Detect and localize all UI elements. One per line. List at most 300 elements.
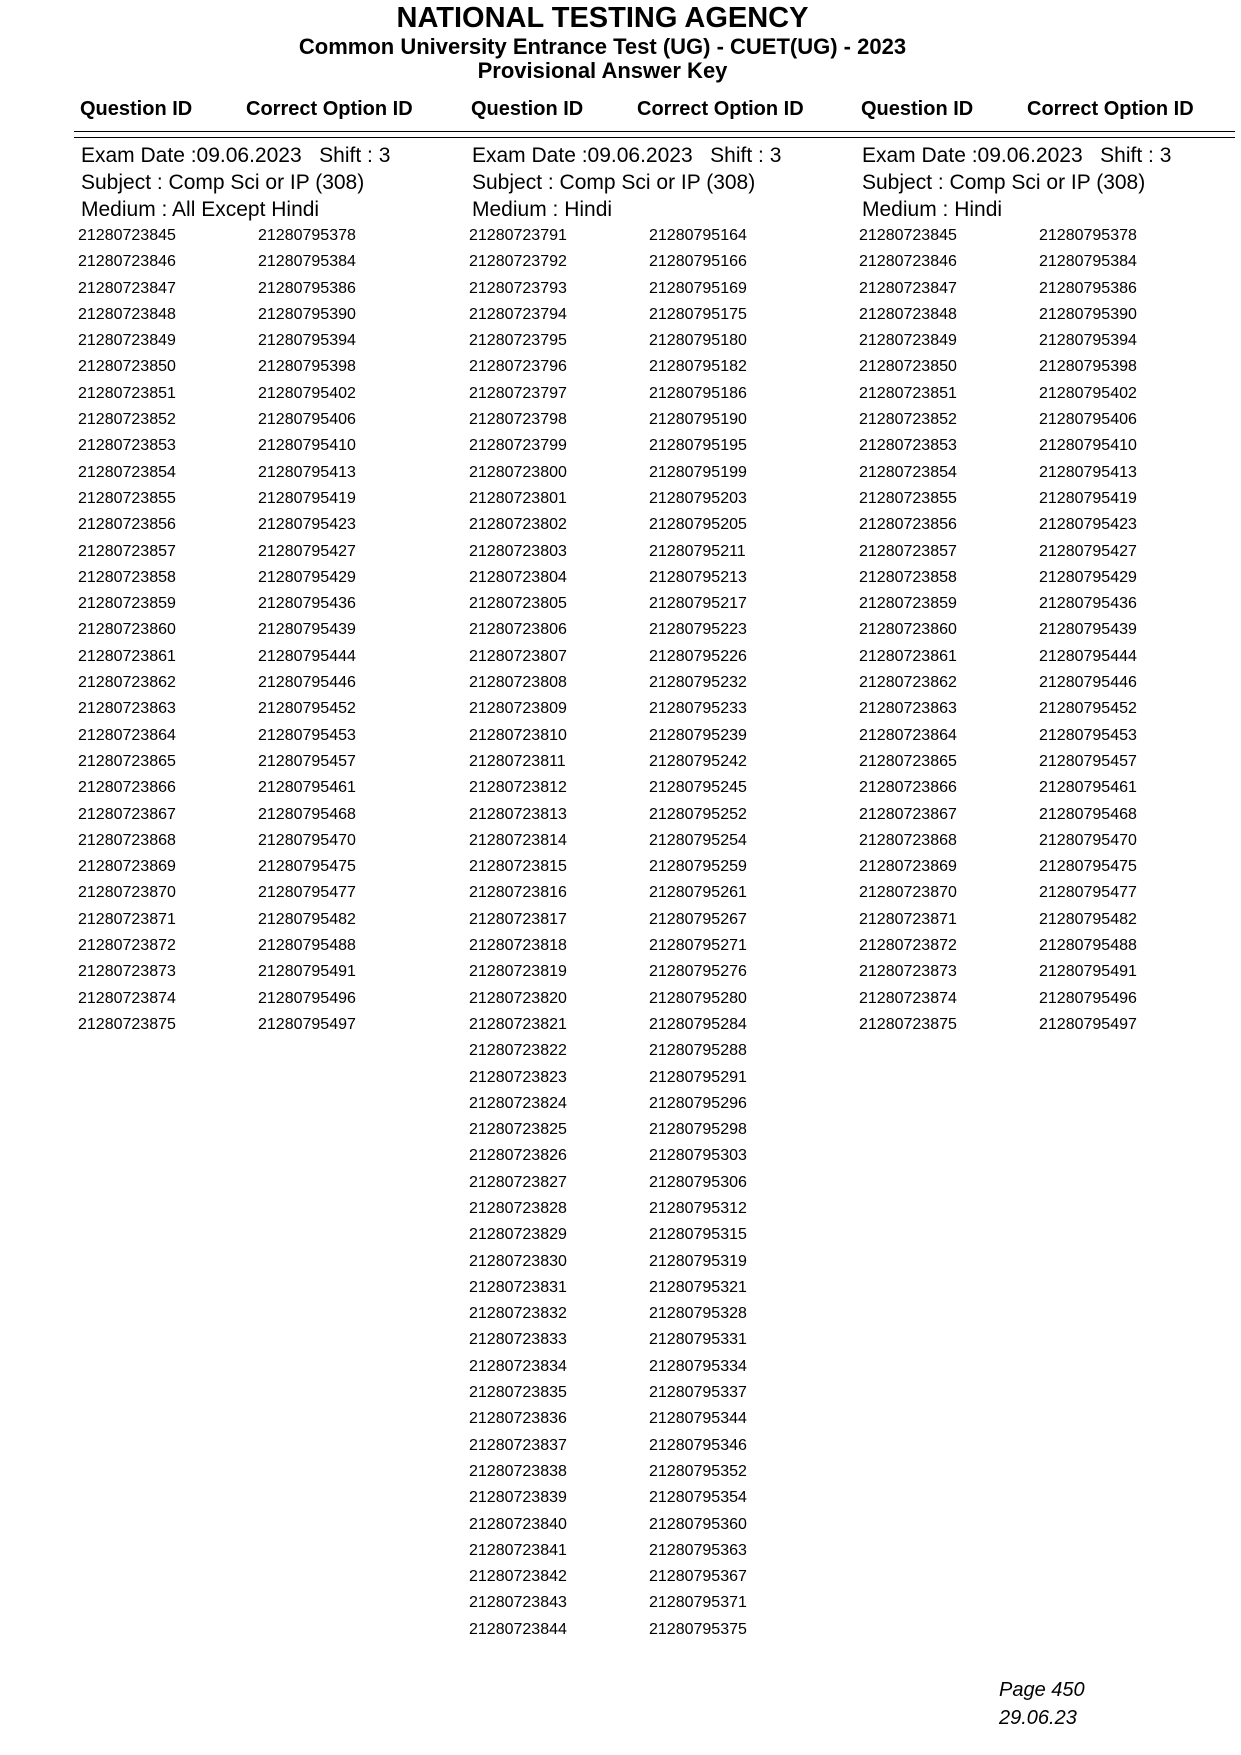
table-row: [855, 539, 1235, 565]
question-id: 21280723792: [469, 253, 567, 271]
table-row: [74, 907, 454, 933]
correct-option-id: 21280795386: [258, 279, 356, 297]
question-id: 21280723851: [78, 384, 176, 402]
correct-option-id: 21280795328: [649, 1305, 747, 1323]
correct-option-id: 21280795271: [649, 937, 747, 955]
table-row: [855, 302, 1235, 328]
table-row: [465, 696, 845, 722]
answer-section-2: [465, 142, 845, 1643]
correct-option-id: 21280795386: [1039, 279, 1137, 297]
question-id: 21280723811: [469, 752, 566, 770]
table-row: [855, 854, 1235, 880]
correct-option-id: 21280795423: [258, 516, 356, 534]
table-row: [465, 328, 845, 354]
column-header-question-id-2: Question ID: [471, 98, 584, 120]
correct-option-id: 21280795375: [649, 1620, 747, 1638]
table-row: [465, 1617, 845, 1643]
table-row: [465, 644, 845, 670]
table-row: [74, 617, 454, 643]
correct-option-id: 21280795429: [1039, 568, 1137, 586]
table-row: [465, 539, 845, 565]
question-id: 21280723800: [469, 463, 567, 481]
question-id: 21280723801: [469, 489, 567, 507]
correct-option-id: 21280795259: [649, 858, 747, 876]
table-row: [74, 696, 454, 722]
question-id: 21280723847: [859, 279, 957, 297]
question-id: 21280723799: [469, 437, 567, 455]
question-id: 21280723862: [78, 674, 176, 692]
correct-option-id: 21280795452: [1039, 700, 1137, 718]
correct-option-id: 21280795164: [649, 227, 747, 244]
table-row: [74, 302, 454, 328]
question-id: 21280723863: [78, 700, 176, 718]
question-id: 21280723852: [78, 411, 176, 429]
table-row: [465, 1117, 845, 1143]
question-id: 21280723824: [469, 1094, 567, 1112]
question-id: 21280723851: [859, 384, 957, 402]
table-row: [74, 959, 454, 985]
correct-option-id: 21280795242: [649, 752, 747, 770]
table-row: [465, 486, 845, 512]
answer-rows: [465, 223, 845, 1643]
correct-option-id: 21280795232: [649, 674, 747, 692]
correct-option-id: 21280795491: [1039, 963, 1137, 981]
table-row: [855, 880, 1235, 906]
correct-option-id: 21280795402: [258, 384, 356, 402]
question-id: 21280723844: [469, 1620, 567, 1638]
table-row: [465, 1590, 845, 1616]
correct-option-id: 21280795360: [649, 1515, 747, 1533]
table-row: [855, 986, 1235, 1012]
correct-option-id: 21280795410: [258, 437, 356, 455]
correct-option-id: 21280795267: [649, 910, 747, 928]
column-header-question-id-1: Question ID: [80, 98, 193, 120]
correct-option-id: 21280795312: [649, 1199, 747, 1217]
subject: Subject : Comp Sci or IP (308): [81, 171, 365, 194]
question-id: 21280723812: [469, 779, 567, 797]
question-id: 21280723817: [469, 910, 567, 928]
correct-option-id: 21280795346: [649, 1436, 747, 1454]
table-row: [855, 223, 1235, 249]
question-id: 21280723804: [469, 568, 567, 586]
table-row: [465, 1170, 845, 1196]
question-id: 21280723862: [859, 674, 957, 692]
correct-option-id: 21280795245: [649, 779, 747, 797]
document-title: NATIONAL TESTING AGENCY: [396, 2, 809, 34]
table-row: [465, 591, 845, 617]
correct-option-id: 21280795477: [258, 884, 356, 902]
question-id: 21280723866: [859, 779, 957, 797]
correct-option-id: 21280795213: [649, 568, 747, 586]
question-id: 21280723828: [469, 1199, 567, 1217]
answer-rows: [855, 223, 1235, 1038]
question-id: 21280723836: [469, 1410, 567, 1428]
answer-section-1: [74, 142, 454, 1038]
correct-option-id: 21280795497: [258, 1015, 356, 1033]
table-row: [465, 670, 845, 696]
table-row: [465, 1065, 845, 1091]
question-id: 21280723867: [78, 805, 176, 823]
table-row: [855, 433, 1235, 459]
question-id: 21280723865: [78, 752, 176, 770]
table-row: [74, 749, 454, 775]
question-id: 21280723849: [78, 332, 176, 350]
table-row: [855, 486, 1235, 512]
correct-option-id: 21280795261: [649, 884, 747, 902]
question-id: 21280723823: [469, 1068, 567, 1086]
correct-option-id: 21280795398: [258, 358, 356, 376]
correct-option-id: 21280795446: [1039, 674, 1137, 692]
question-id: 21280723826: [469, 1147, 567, 1165]
question-id: 21280723819: [469, 963, 567, 981]
question-id: 21280723869: [78, 858, 176, 876]
table-row: [855, 775, 1235, 801]
table-row: [855, 933, 1235, 959]
table-row: [74, 249, 454, 275]
question-id: 21280723809: [469, 700, 567, 718]
correct-option-id: 21280795203: [649, 489, 747, 507]
table-row: [74, 328, 454, 354]
table-row: [855, 644, 1235, 670]
correct-option-id: 21280795390: [1039, 305, 1137, 323]
correct-option-id: 21280795496: [1039, 989, 1137, 1007]
correct-option-id: 21280795419: [258, 489, 356, 507]
table-row: [855, 249, 1235, 275]
table-row: [74, 486, 454, 512]
table-row: [465, 1327, 845, 1353]
table-row: [855, 512, 1235, 538]
question-id: 21280723857: [859, 542, 957, 560]
correct-option-id: 21280795291: [649, 1068, 747, 1086]
table-row: [465, 1406, 845, 1432]
table-row: [74, 381, 454, 407]
question-id: 21280723795: [469, 332, 567, 350]
document-header: [0, 2, 1205, 83]
correct-option-id: 21280795175: [649, 305, 747, 323]
question-id: 21280723825: [469, 1121, 567, 1139]
subject: Subject : Comp Sci or IP (308): [862, 171, 1146, 194]
table-row: [465, 354, 845, 380]
correct-option-id: 21280795406: [258, 411, 356, 429]
table-row: [465, 959, 845, 985]
correct-option-id: 21280795190: [649, 411, 747, 429]
correct-option-id: 21280795457: [258, 752, 356, 770]
question-id: 21280723843: [469, 1594, 567, 1612]
correct-option-id: 21280795394: [1039, 332, 1137, 350]
table-row: [465, 1433, 845, 1459]
header-divider-top: [74, 131, 1235, 132]
correct-option-id: 21280795315: [649, 1226, 747, 1244]
table-row: [74, 670, 454, 696]
table-row: [465, 223, 845, 249]
correct-option-id: 21280795288: [649, 1042, 747, 1060]
answer-section-3: [855, 142, 1235, 1038]
correct-option-id: 21280795296: [649, 1094, 747, 1112]
correct-option-id: 21280795468: [258, 805, 356, 823]
question-id: 21280723814: [469, 831, 567, 849]
question-id: 21280723855: [78, 489, 176, 507]
table-row: [465, 1091, 845, 1117]
question-id: 21280723874: [78, 989, 176, 1007]
question-id: 21280723854: [78, 463, 176, 481]
question-id: 21280723857: [78, 542, 176, 560]
question-id: 21280723871: [78, 910, 176, 928]
correct-option-id: 21280795384: [258, 253, 356, 271]
question-id: 21280723871: [859, 910, 957, 928]
table-row: [465, 433, 845, 459]
correct-option-id: 21280795186: [649, 384, 747, 402]
table-row: [465, 512, 845, 538]
correct-option-id: 21280795205: [649, 516, 747, 534]
question-id: 21280723858: [859, 568, 957, 586]
table-row: [465, 1301, 845, 1327]
table-row: [465, 1222, 845, 1248]
table-row: [855, 617, 1235, 643]
correct-option-id: 21280795306: [649, 1173, 747, 1191]
table-row: [855, 723, 1235, 749]
correct-option-id: 21280795321: [649, 1278, 747, 1296]
table-row: [465, 249, 845, 275]
exam-date-shift: Exam Date :09.06.2023 Shift : 3: [862, 144, 1172, 167]
question-id: 21280723834: [469, 1357, 567, 1375]
question-id: 21280723818: [469, 937, 567, 955]
table-row: [855, 1012, 1235, 1038]
table-row: [74, 933, 454, 959]
question-id: 21280723820: [469, 989, 567, 1007]
table-row: [465, 1380, 845, 1406]
correct-option-id: 21280795488: [1039, 937, 1137, 955]
correct-option-id: 21280795394: [258, 332, 356, 350]
table-row: [74, 775, 454, 801]
correct-option-id: 21280795239: [649, 726, 747, 744]
correct-option-id: 21280795470: [1039, 831, 1137, 849]
table-row: [465, 1354, 845, 1380]
table-row: [74, 433, 454, 459]
question-id: 21280723870: [78, 884, 176, 902]
question-id: 21280723863: [859, 700, 957, 718]
correct-option-id: 21280795427: [258, 542, 356, 560]
question-id: 21280723794: [469, 305, 567, 323]
question-id: 21280723868: [859, 831, 957, 849]
footer-date: 29.06.23: [999, 1707, 1077, 1729]
question-id: 21280723840: [469, 1515, 567, 1533]
table-row: [465, 828, 845, 854]
question-id: 21280723865: [859, 752, 957, 770]
table-row: [465, 1485, 845, 1511]
table-row: [465, 749, 845, 775]
correct-option-id: 21280795344: [649, 1410, 747, 1428]
correct-option-id: 21280795252: [649, 805, 747, 823]
correct-option-id: 21280795461: [258, 779, 356, 797]
table-row: [855, 460, 1235, 486]
correct-option-id: 21280795488: [258, 937, 356, 955]
question-id: 21280723868: [78, 831, 176, 849]
correct-option-id: 21280795461: [1039, 779, 1137, 797]
question-id: 21280723845: [859, 227, 957, 244]
correct-option-id: 21280795337: [649, 1384, 747, 1402]
table-row: [855, 802, 1235, 828]
correct-option-id: 21280795352: [649, 1462, 747, 1480]
correct-option-id: 21280795477: [1039, 884, 1137, 902]
table-row: [855, 381, 1235, 407]
table-row: [465, 802, 845, 828]
correct-option-id: 21280795468: [1039, 805, 1137, 823]
question-id: 21280723849: [859, 332, 957, 350]
question-id: 21280723803: [469, 542, 567, 560]
correct-option-id: 21280795427: [1039, 542, 1137, 560]
table-row: [855, 959, 1235, 985]
question-id: 21280723860: [859, 621, 957, 639]
medium: Medium : Hindi: [472, 198, 613, 221]
question-id: 21280723847: [78, 279, 176, 297]
table-row: [855, 565, 1235, 591]
question-id: 21280723802: [469, 516, 567, 534]
correct-option-id: 21280795423: [1039, 516, 1137, 534]
table-row: [465, 276, 845, 302]
correct-option-id: 21280795436: [258, 595, 356, 613]
correct-option-id: 21280795436: [1039, 595, 1137, 613]
table-row: [465, 1564, 845, 1590]
table-row: [465, 1143, 845, 1169]
table-row: [74, 276, 454, 302]
correct-option-id: 21280795233: [649, 700, 747, 718]
question-id: 21280723806: [469, 621, 567, 639]
question-id: 21280723856: [859, 516, 957, 534]
question-id: 21280723796: [469, 358, 567, 376]
correct-option-id: 21280795413: [258, 463, 356, 481]
correct-option-id: 21280795367: [649, 1568, 747, 1586]
table-row: [465, 302, 845, 328]
question-id: 21280723805: [469, 595, 567, 613]
subject: Subject : Comp Sci or IP (308): [472, 171, 756, 194]
table-row: [465, 1012, 845, 1038]
table-row: [74, 565, 454, 591]
header-divider-bottom: [74, 137, 1235, 138]
table-row: [855, 907, 1235, 933]
question-id: 21280723869: [859, 858, 957, 876]
table-row: [465, 723, 845, 749]
correct-option-id: 21280795284: [649, 1015, 747, 1033]
question-id: 21280723845: [78, 227, 176, 244]
correct-option-id: 21280795475: [1039, 858, 1137, 876]
table-row: [74, 1012, 454, 1038]
correct-option-id: 21280795331: [649, 1331, 747, 1349]
correct-option-id: 21280795217: [649, 595, 747, 613]
table-row: [74, 854, 454, 880]
column-header-correct-option-id-3: Correct Option ID: [1027, 98, 1194, 120]
question-id: 21280723839: [469, 1489, 567, 1507]
table-row: [74, 644, 454, 670]
correct-option-id: 21280795354: [649, 1489, 747, 1507]
question-id: 21280723859: [78, 595, 176, 613]
question-id: 21280723850: [78, 358, 176, 376]
question-id: 21280723798: [469, 411, 567, 429]
question-id: 21280723853: [78, 437, 176, 455]
question-id: 21280723831: [469, 1278, 567, 1296]
table-row: [465, 986, 845, 1012]
table-row: [465, 880, 845, 906]
correct-option-id: 21280795446: [258, 674, 356, 692]
question-id: 21280723856: [78, 516, 176, 534]
page-number: Page 450: [999, 1679, 1085, 1701]
column-header-correct-option-id-1: Correct Option ID: [246, 98, 413, 120]
question-id: 21280723808: [469, 674, 567, 692]
column-header-correct-option-id-2: Correct Option ID: [637, 98, 804, 120]
table-row: [855, 696, 1235, 722]
question-id: 21280723841: [469, 1541, 567, 1559]
question-id: 21280723816: [469, 884, 567, 902]
correct-option-id: 21280795482: [1039, 910, 1137, 928]
correct-option-id: 21280795276: [649, 963, 747, 981]
table-row: [74, 986, 454, 1012]
table-row: [74, 460, 454, 486]
question-id: 21280723807: [469, 647, 567, 665]
correct-option-id: 21280795378: [1039, 227, 1137, 244]
table-row: [855, 328, 1235, 354]
question-id: 21280723835: [469, 1384, 567, 1402]
table-row: [855, 354, 1235, 380]
question-id: 21280723837: [469, 1436, 567, 1454]
question-id: 21280723861: [78, 647, 176, 665]
question-id: 21280723848: [859, 305, 957, 323]
table-row: [465, 854, 845, 880]
table-row: [465, 1249, 845, 1275]
correct-option-id: 21280795211: [649, 542, 746, 560]
question-id: 21280723852: [859, 411, 957, 429]
medium: Medium : All Except Hindi: [81, 198, 320, 221]
correct-option-id: 21280795419: [1039, 489, 1137, 507]
correct-option-id: 21280795180: [649, 332, 747, 350]
question-id: 21280723855: [859, 489, 957, 507]
question-id: 21280723853: [859, 437, 957, 455]
table-row: [855, 749, 1235, 775]
table-row: [465, 1196, 845, 1222]
correct-option-id: 21280795166: [649, 253, 747, 271]
column-header-question-id-3: Question ID: [861, 98, 974, 120]
question-id: 21280723864: [859, 726, 957, 744]
correct-option-id: 21280795429: [258, 568, 356, 586]
correct-option-id: 21280795169: [649, 279, 747, 297]
question-id: 21280723827: [469, 1173, 567, 1191]
table-row: [465, 1275, 845, 1301]
correct-option-id: 21280795439: [258, 621, 356, 639]
question-id: 21280723846: [859, 253, 957, 271]
correct-option-id: 21280795457: [1039, 752, 1137, 770]
question-id: 21280723872: [78, 937, 176, 955]
table-row: [74, 354, 454, 380]
correct-option-id: 21280795254: [649, 831, 747, 849]
correct-option-id: 21280795496: [258, 989, 356, 1007]
table-row: [74, 802, 454, 828]
table-row: [465, 907, 845, 933]
question-id: 21280723858: [78, 568, 176, 586]
table-row: [465, 1512, 845, 1538]
correct-option-id: 21280795280: [649, 989, 747, 1007]
table-row: [74, 512, 454, 538]
correct-option-id: 21280795406: [1039, 411, 1137, 429]
question-id: 21280723793: [469, 279, 567, 297]
answer-rows: [74, 223, 454, 1038]
exam-name: Common University Entrance Test (UG) - CUET(UG) - 2023: [298, 34, 907, 59]
question-id: 21280723833: [469, 1331, 567, 1349]
table-row: [855, 591, 1235, 617]
question-id: 21280723797: [469, 384, 567, 402]
table-row: [465, 775, 845, 801]
question-id: 21280723822: [469, 1042, 567, 1060]
question-id: 21280723846: [78, 253, 176, 271]
correct-option-id: 21280795371: [649, 1594, 747, 1612]
correct-option-id: 21280795226: [649, 647, 747, 665]
